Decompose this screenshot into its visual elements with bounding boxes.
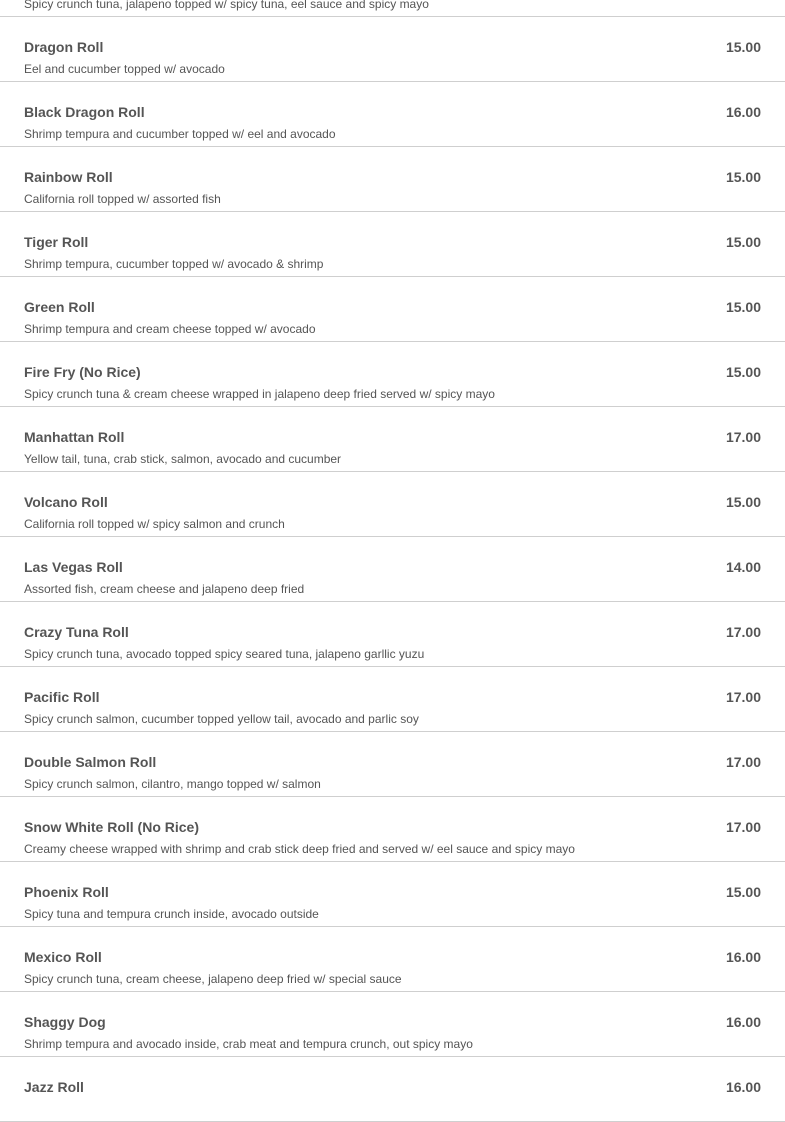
item-price: 15.00 <box>725 169 761 185</box>
item-price: 16.00 <box>725 1014 761 1030</box>
item-name: Shaggy Dog <box>24 1014 106 1030</box>
menu-item[interactable] <box>0 537 785 602</box>
item-description: California roll topped w/ assorted fish <box>24 192 221 206</box>
item-name: Black Dragon Roll <box>24 104 145 120</box>
menu-item[interactable] <box>0 1057 785 1122</box>
item-price: 15.00 <box>725 39 761 55</box>
menu-item[interactable] <box>0 667 785 732</box>
item-name: Volcano Roll <box>24 494 108 510</box>
item-name: Crazy Tuna Roll <box>24 624 129 640</box>
item-price: 17.00 <box>725 689 761 705</box>
item-name: Phoenix Roll <box>24 884 109 900</box>
item-name: Fire Fry (No Rice) <box>24 364 141 380</box>
item-name: Manhattan Roll <box>24 429 125 445</box>
item-name: Dragon Roll <box>24 39 104 55</box>
item-name: Rainbow Roll <box>24 169 113 185</box>
item-price: 15.00 <box>725 299 761 315</box>
menu-item[interactable] <box>0 82 785 147</box>
item-name: Tiger Roll <box>24 234 89 250</box>
menu-item[interactable] <box>0 342 785 407</box>
item-price: 15.00 <box>725 494 761 510</box>
item-description: Yellow tail, tuna, crab stick, salmon, avocado and cucumber <box>24 452 342 466</box>
item-name: Double Salmon Roll <box>24 754 157 770</box>
menu-item[interactable] <box>0 602 785 667</box>
menu-item[interactable] <box>0 0 785 17</box>
item-description: Spicy crunch salmon, cilantro, mango topped w/ salmon <box>24 777 321 791</box>
item-description: Shrimp tempura, cucumber topped w/ avocado & shrimp <box>24 257 324 271</box>
item-price: 15.00 <box>725 884 761 900</box>
menu-item[interactable] <box>0 147 785 212</box>
menu-item[interactable] <box>0 212 785 277</box>
menu-item[interactable] <box>0 472 785 537</box>
menu-item[interactable] <box>0 277 785 342</box>
item-price: 17.00 <box>725 429 761 445</box>
menu-item[interactable] <box>0 407 785 472</box>
item-description: Spicy tuna and tempura crunch inside, avocado outside <box>24 907 319 921</box>
item-price: 17.00 <box>725 624 761 640</box>
item-price: 14.00 <box>725 559 761 575</box>
item-description: Shrimp tempura and cucumber topped w/ eel and avocado <box>24 127 336 141</box>
item-description: Spicy crunch tuna & cream cheese wrapped in jalapeno deep fried served w/ spicy mayo <box>24 387 495 401</box>
item-price: 17.00 <box>725 819 761 835</box>
menu-item[interactable] <box>0 862 785 927</box>
item-description: Shrimp tempura and cream cheese topped w/ avocado <box>24 322 316 336</box>
item-name: Snow White Roll (No Rice) <box>24 819 199 835</box>
item-description: Eel and cucumber topped w/ avocado <box>24 62 225 76</box>
item-name: Mexico Roll <box>24 949 102 965</box>
menu-item[interactable] <box>0 992 785 1057</box>
item-description: California roll topped w/ spicy salmon and crunch <box>24 517 285 531</box>
item-description: Creamy cheese wrapped with shrimp and crab stick deep fried and served w/ eel sauce and spicy mayo <box>24 842 575 856</box>
item-name: Las Vegas Roll <box>24 559 123 575</box>
item-price: 16.00 <box>725 104 761 120</box>
item-price: 16.00 <box>725 949 761 965</box>
item-price: 17.00 <box>725 754 761 770</box>
item-name: Jazz Roll <box>24 1079 84 1095</box>
item-name: Pacific Roll <box>24 689 100 705</box>
item-description: Shrimp tempura and avocado inside, crab meat and tempura crunch, out spicy mayo <box>24 1037 473 1051</box>
menu-item[interactable] <box>0 927 785 992</box>
menu-item[interactable] <box>0 17 785 82</box>
item-description: Spicy crunch tuna, jalapeno topped w/ spicy tuna, eel sauce and spicy mayo <box>24 0 429 11</box>
item-name: Green Roll <box>24 299 95 315</box>
menu-item[interactable] <box>0 797 785 862</box>
item-description: Assorted fish, cream cheese and jalapeno deep fried <box>24 582 305 596</box>
item-description: Spicy crunch tuna, avocado topped spicy seared tuna, jalapeno garllic yuzu <box>24 647 425 661</box>
item-description: Spicy crunch salmon, cucumber topped yellow tail, avocado and parlic soy <box>24 712 419 726</box>
item-description: Spicy crunch tuna, cream cheese, jalapeno deep fried w/ special sauce <box>24 972 402 986</box>
item-price: 15.00 <box>725 364 761 380</box>
menu-item[interactable] <box>0 732 785 797</box>
item-price: 16.00 <box>725 1079 761 1095</box>
item-price: 15.00 <box>725 234 761 250</box>
